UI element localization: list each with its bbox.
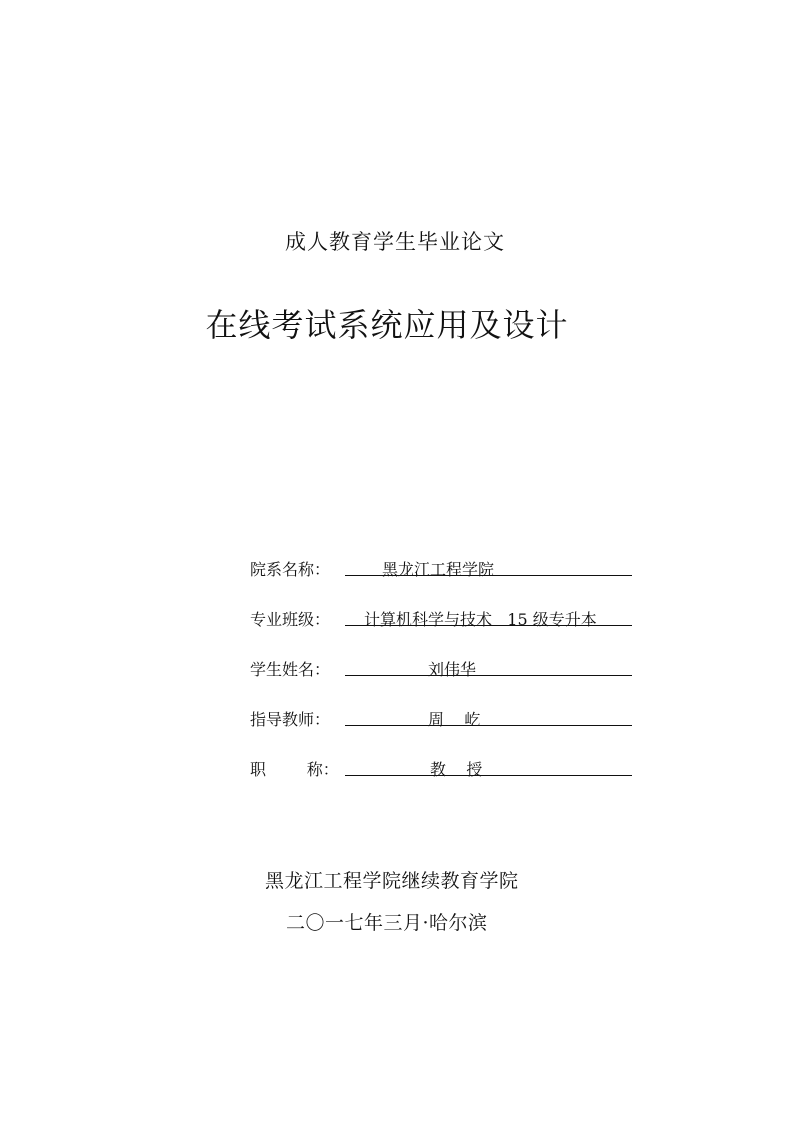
thesis-type-heading xyxy=(0,226,794,256)
thesis-title-text: 在线考试系统应用及设计 xyxy=(205,306,569,344)
thesis-title xyxy=(0,300,794,346)
student-underline xyxy=(345,655,632,676)
advisor-row xyxy=(250,705,640,755)
student-label: 学生姓名： xyxy=(250,660,331,679)
advisor-underline xyxy=(345,705,632,726)
major-label: 专业班级： xyxy=(250,610,331,629)
student-value: 刘伟华 xyxy=(428,660,477,679)
thesis-type-text: 成人教育学生毕业论文 xyxy=(285,230,505,254)
department-row xyxy=(250,555,640,605)
major-row xyxy=(250,605,640,655)
info-block xyxy=(250,555,640,805)
major-value: 计算机科学与技术 15 级专升本 xyxy=(364,610,597,629)
department-value: 黑龙江工程学院 xyxy=(382,560,495,579)
professional-title-value: 教 授 xyxy=(430,760,483,779)
institution-name: 黑龙江工程学院继续教育学院 xyxy=(265,870,519,892)
date-place: 二〇一七年三月·哈尔滨 xyxy=(286,912,488,934)
professional-title-underline xyxy=(345,755,632,776)
professional-title-row xyxy=(250,755,640,805)
advisor-value: 周 屹 xyxy=(428,710,481,729)
student-row xyxy=(250,655,640,705)
professional-title-label: 职 称： xyxy=(250,760,339,779)
department-label: 院系名称： xyxy=(250,560,331,579)
advisor-label: 指导教师： xyxy=(250,710,331,729)
